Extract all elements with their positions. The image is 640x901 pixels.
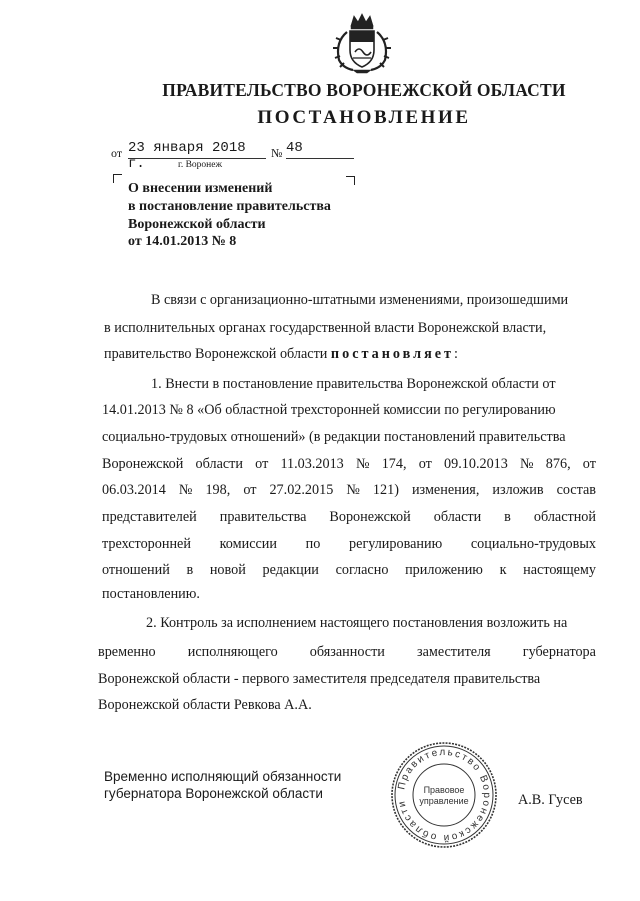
body-line: постановлению. (102, 586, 200, 602)
body-word: 09.10.2013 (444, 456, 508, 472)
number-prefix: № (271, 146, 283, 160)
body-word: 11.03.2013 (280, 456, 344, 472)
corner-bracket-right (346, 176, 355, 185)
city: г. Воронеж (178, 160, 223, 170)
body-word: от (255, 456, 269, 472)
body-word: области (433, 509, 482, 525)
body-word: № (355, 456, 370, 472)
body-word: губернатора (522, 644, 596, 660)
body-line (102, 455, 596, 473)
body-word: к (499, 562, 507, 578)
body-word: области (195, 456, 243, 472)
body-word: в (504, 509, 511, 525)
body-word: исполняющего (187, 644, 278, 660)
body-word: в (186, 562, 194, 578)
body-word: № (178, 482, 193, 498)
body-line: социально-трудовых отношений» (в редакции постановлений правительства (102, 429, 566, 445)
body-word: временно (98, 644, 156, 660)
document-number: 48 (286, 140, 354, 159)
body-word: изменения, (411, 482, 480, 498)
body-word: 27.02.2015 (269, 482, 334, 498)
body-word: приложению (405, 562, 483, 578)
body-word: областной (533, 509, 596, 525)
org-title: ПРАВИТЕЛЬСТВО ВОРОНЕЖСКОЙ ОБЛАСТИ (162, 80, 566, 100)
body-line (102, 561, 596, 579)
body-line (102, 508, 596, 526)
body-word: социально-трудовых (470, 536, 596, 552)
body-line: 14.01.2013 № 8 «Об областной трехсторонней комиссии по регулированию (102, 402, 556, 418)
body-word: от (243, 482, 257, 498)
body-line (98, 643, 596, 661)
body-word: Воронежской (102, 456, 184, 472)
body-word: заместителя (416, 644, 491, 660)
body-word: отношений (102, 562, 170, 578)
body-word: от (418, 456, 432, 472)
body-word: № (346, 482, 360, 498)
subject-line: О внесении изменений (128, 181, 273, 196)
body-word: трехсторонней (102, 536, 191, 552)
body-word: редакции (262, 562, 319, 578)
body-word: комиссии (219, 536, 277, 552)
coat-of-arms-icon (329, 12, 395, 74)
body-line: в исполнительных органах государственной власти Воронежской власти, (104, 320, 547, 336)
body-word: 876, (545, 456, 571, 472)
body-line (102, 535, 596, 553)
body-line: 1. Внести в постановление правительства Воронежской области от (151, 376, 556, 392)
subject-line: в постановление правительства (128, 198, 331, 214)
corner-bracket-left (113, 174, 122, 183)
body-text: : (454, 346, 458, 362)
body-line: Воронежской области Ревкова А.А. (98, 697, 312, 713)
body-word: изложив (492, 482, 544, 498)
body-word: 06.03.2014 (102, 482, 166, 498)
body-line: Воронежской области - первого заместителя председателя правительства (98, 671, 541, 687)
body-word: настоящему (523, 562, 596, 578)
position-line: Временно исполняющий обязанности (104, 769, 342, 784)
subject-line: от 14.01.2013 № 8 (128, 234, 237, 250)
document-date: 23 января 2018 г. (128, 140, 266, 159)
body-word: регулированию (349, 536, 443, 552)
signatory-name: А.В. Гусев (518, 792, 583, 808)
body-word: состав (556, 482, 596, 498)
subject-line: Воронежской области (128, 216, 266, 232)
date-prefix: от (111, 146, 123, 160)
body-word: новой (209, 562, 246, 578)
body-word: 198, (205, 482, 231, 498)
position-line: губернатора Воронежской области (104, 786, 323, 801)
body-word: от (582, 456, 596, 472)
body-word: по (305, 536, 321, 552)
stamp-ring-text: Правительство Воронежской области (396, 746, 493, 844)
body-word: Воронежской (329, 509, 411, 525)
body-word: согласно (335, 562, 389, 578)
body-word: № (520, 456, 534, 472)
document-type: ПОСТАНОВЛЕНИЕ (257, 107, 471, 128)
body-word: обязанности (309, 644, 385, 660)
signatory-position (104, 768, 341, 802)
body-word: правительства (219, 509, 307, 525)
official-stamp (389, 740, 499, 850)
body-word: представителей (102, 509, 197, 525)
body-word: 121) (372, 482, 399, 498)
body-word: 174, (381, 456, 407, 472)
body-line (104, 345, 458, 363)
document-subject (128, 180, 331, 251)
body-line: 2. Контроль за исполнением настоящего постановления возложить на (146, 615, 568, 631)
body-line: В связи с организационно-штатными изменениями, произошедшими (151, 292, 569, 308)
stamp-center-text: управление (419, 796, 469, 806)
stamp-center-text: Правовое (423, 785, 465, 795)
body-text: правительство Воронежской области (104, 346, 328, 362)
body-line (102, 481, 596, 499)
decree-word: постановляет (330, 346, 455, 362)
